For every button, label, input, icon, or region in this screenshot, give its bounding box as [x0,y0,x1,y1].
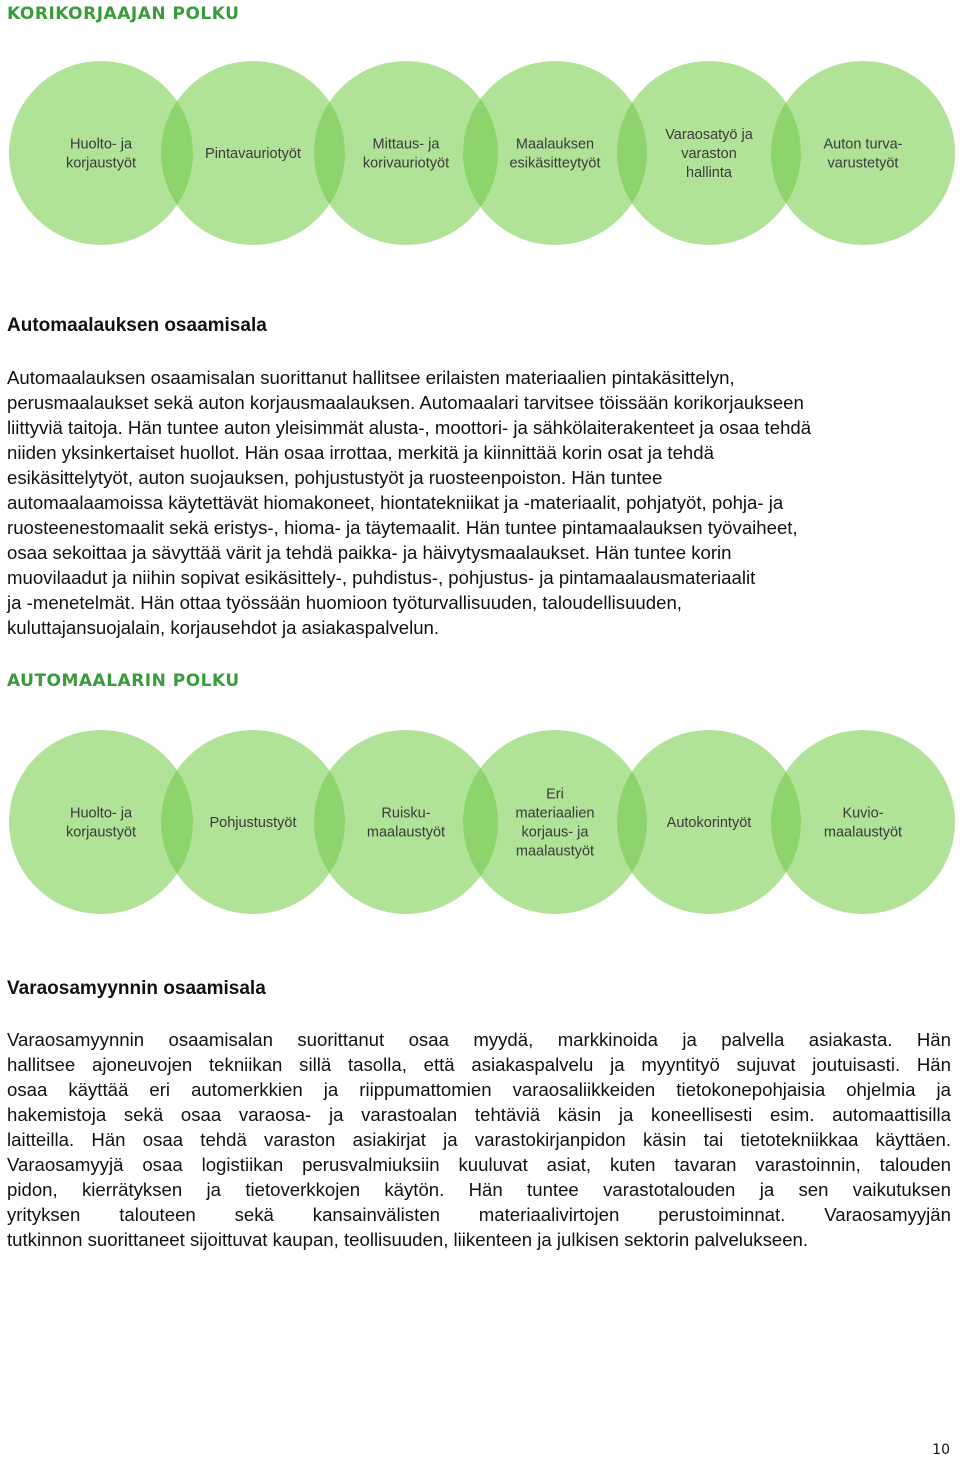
paragraph-line: ja -menetelmät. Hän ottaa työssään huomioon työturvallisuuden, taloudellisuuden, [7,592,682,613]
step-label-line: korjaustyöt [65,155,137,172]
paragraph-line: ruosteenestomaalit sekä eristys-, hioma- ja täytemaalit. Hän tuntee pintamaalauksen työvaiheet, [7,517,798,538]
automaalari-heading: AUTOMAALARIN POLKU [7,671,240,691]
step-label-line: korjaustyöt [65,824,137,841]
step-label-line: varustetyöt [827,155,899,172]
step-label-line: Maalauksen [515,136,595,153]
step-label-line: materiaalien [515,805,595,822]
step-label-line: korjaus- ja [521,824,589,841]
step-label-line: Huolto- ja [69,805,133,822]
step-label-line: Kuvio- [842,805,884,822]
paragraph-line: osaa sekoittaa ja sävyttää värit ja tehdä paikka- ja häivytysmaalaukset. Hän tuntee korin [7,542,732,563]
paragraph-line: Automaalauksen osaamisalan suorittanut hallitsee erilaisten materiaalien pintakäsittelyn, [7,367,735,388]
paragraph-line: hallitsee ajoneuvojen tekniikan sillä tasolla, että asiakaspalvelu ja myyntityö sujuvat joutuisasti. Hän [7,1054,951,1075]
step-label-line: Autokorintyöt [666,815,752,831]
step-label-line: Eri [546,786,564,803]
step-label-line: varaston [681,146,737,162]
step-label-line: maalaustyöt [515,843,595,860]
step-label-line: esikäsitteytyöt [509,155,601,172]
paragraph-line: osaa käyttää eri automerkkien ja riippumattomien varaosaliikkeiden tietokonepohjaisia ohjelmia ja [7,1079,951,1100]
paragraph-line: niiden yksinkertaiset huollot. Hän osaa irrottaa, merkitä ja kiinnittää korin osat ja tehdä [7,442,714,463]
step-label-line: hallinta [686,165,732,181]
paragraph-line: kuluttajansuojalain, korjausehdot ja asiakaspalvelun. [7,617,440,638]
varaosamyynti-title: Varaosamyynnin osaamisala [7,978,266,999]
automaalari-path-diagram [0,704,960,944]
paragraph-line: esikäsittelytyöt, auton suojauksen, pohjustustyöt ja ruosteenpoiston. Hän tuntee [7,467,663,488]
step-label-line: Huolto- ja [69,136,133,153]
step-label-line: maalaustyöt [823,824,903,841]
step-label [209,815,296,831]
korikorjaaja-path-diagram [0,35,960,275]
paragraph-line: perusmaalaukset sekä auton korjausmaalauksen. Automaalari tarvitsee töissään korikorjaukseen [7,392,804,413]
varaosamyynti-paragraph [7,1027,951,1252]
step-label-line: Varaosatyö ja [665,127,753,143]
paragraph-line: Varaosamyynnin osaamisalan suorittanut osaa myydä, markkinoida ja palvella asiakasta. Hän [7,1029,951,1050]
step-label [205,146,301,162]
step-label-line: maalaustyöt [366,824,446,841]
paragraph-line: pidon, kierrätyksen ja tietoverkkojen käytön. Hän tuntee varastotalouden ja sen vaikutuksen [7,1179,951,1200]
page-number: 10 [932,1442,950,1458]
korikorjaaja-heading: KORIKORJAAJAN POLKU [7,4,240,24]
step-label-line: korivauriotyöt [362,155,450,172]
paragraph-line: automaalaamoissa käytettävät hiomakoneet, hiontatekniikat ja -materiaalit, pohjatyöt, pohja- ja [7,492,784,513]
step-label-line: Pohjustustyöt [209,815,297,831]
paragraph-line: yrityksen talouteen sekä kansainvälisten materiaalivirtojen perustoiminnat. Varaosamyyjän [7,1204,951,1225]
step-label-line: Auton turva- [823,136,903,153]
paragraph-line: laitteilla. Hän osaa tehdä varaston asiakirjat ja varastokirjanpidon käsin tai tietotekniikkaa käyttäen. [7,1129,951,1150]
automaalaus-paragraph [7,365,951,640]
step-label [667,815,752,831]
paragraph-line: liittyviä taitoja. Hän tuntee auton yleisimmät alusta-, moottori- ja sähkölaiterakenteet ja osaa tehdä [7,417,812,438]
paragraph-line: Varaosamyyjä osaa logistiikan perusvalmiuksiin kuuluvat asiat, kuten tavaran varastoinnin, talouden [7,1154,951,1175]
paragraph-line: hakemistoja sekä osaa varaosa- ja varastoalan tehtäviä käsin ja koneellisesti esim. automaattisilla [7,1104,951,1125]
step-label-line: Ruisku- [381,805,431,822]
paragraph-line: muovilaadut ja niihin sopivat esikäsittely-, puhdistus-, pohjustus- ja pintamaalausmateriaalit [7,567,756,588]
paragraph-line: tutkinnon suorittaneet sijoittuvat kaupan, teollisuuden, liikenteen ja julkisen sektorin palvelukseen. [7,1229,809,1250]
automaalaus-title: Automaalauksen osaamisala [7,315,267,336]
step-label-line: Pintavauriotyöt [205,146,301,162]
step-label-line: Mittaus- ja [372,136,440,153]
